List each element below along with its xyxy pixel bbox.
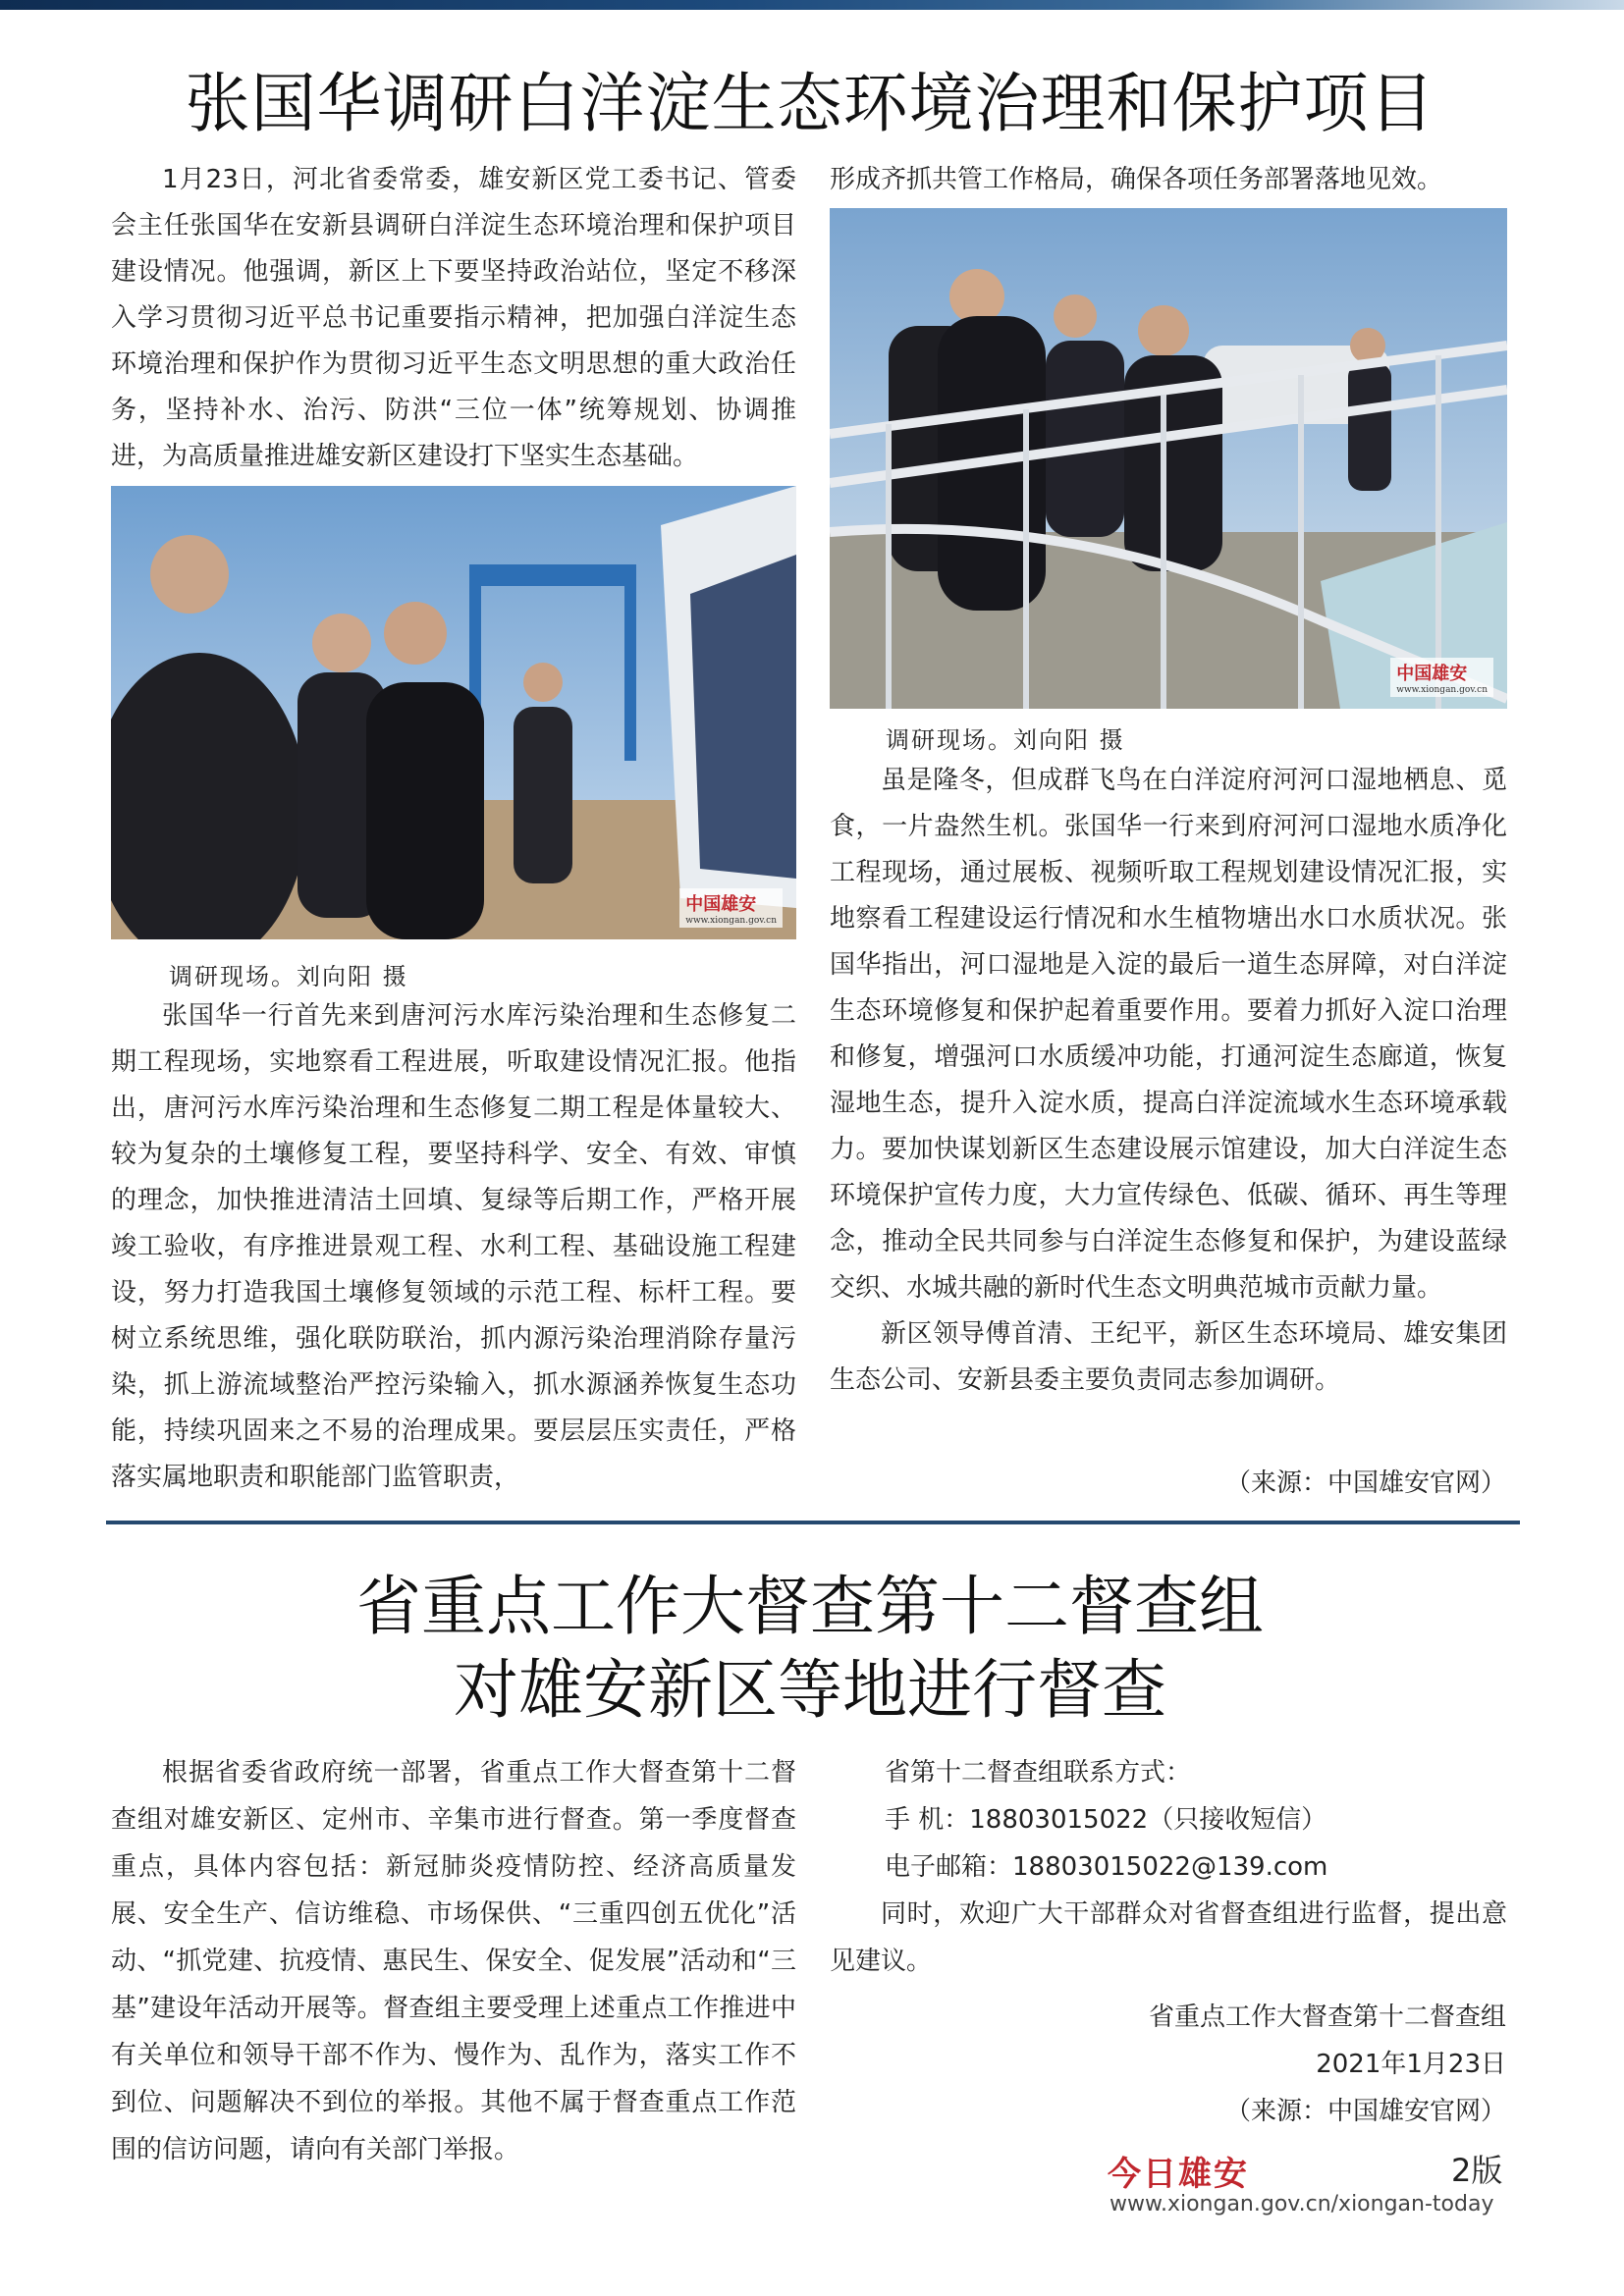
- photo-2-illustration: [830, 208, 1507, 709]
- footer-logo: 今日雄安: [1108, 2155, 1249, 2194]
- article1-left-body: [111, 993, 796, 1501]
- footer-url[interactable]: www.xiongan.gov.cn/xiongan-today: [1110, 2192, 1494, 2216]
- photo-1-illustration: [111, 486, 796, 939]
- article2-source: （来源：中国雄安官网）: [1224, 2097, 1506, 2126]
- article1-source: （来源：中国雄安官网）: [1224, 1468, 1506, 1498]
- top-color-bar: [0, 0, 1624, 10]
- article2-email[interactable]: 电子邮箱：18803015022@139.com: [885, 1852, 1328, 1882]
- article1-paragraph-2-continued: 形成齐抓共管工作格局，确保各项任务部署落地见效。: [830, 165, 1443, 194]
- article2-phone: 手 机：18803015022（只接收短信）: [885, 1805, 1327, 1835]
- article1-right-top: [830, 157, 1507, 203]
- article2-contact-heading: 省第十二督查组联系方式：: [885, 1758, 1192, 1788]
- article2-welcome: [830, 1891, 1507, 1985]
- footer-page-number: 2版: [1451, 2152, 1503, 2189]
- article1-paragraph-4: 新区领导傅首清、王纪平，新区生态环境局、雄安集团生态公司、安新县委主要负责同志参加调研。: [830, 1319, 1507, 1395]
- article1-photo-2: [830, 208, 1507, 709]
- article2-title-line-1: 省重点工作大督查第十二督查组: [356, 1569, 1264, 1644]
- article1-paragraph-3: 虽是隆冬，但成群飞鸟在白洋淀府河河口湿地栖息、觅食，一片盎然生机。张国华一行来到府河河口湿地水质净化工程现场，通过展板、视频听取工程规划建设情况汇报，实地察看工程建设运行情况和水生植物塘出水口水质状况。张国华指出，河口湿地是入淀的最后一道生态屏障，对白洋淀生态环境修复和保护起着重要作用。要着力抓好入淀口治理和修复，增强河口水质缓冲功能，打通河淀生态廊道，恢复湿地生态，提升入淀水质，提高白洋淀流域水生态环境承载力。要加快谋划新区生态建设展示馆建设，加大白洋淀生态环境保护宣传力度，大力宣传绿色、低碳、循环、再生等理念，推动全民共同参与白洋淀生态修复和保护，为建设蓝绿交织、水城共融的新时代生态文明典范城市贡献力量。: [830, 766, 1507, 1303]
- section-divider: [106, 1521, 1520, 1524]
- photo-1-caption: 调研现场。刘向阳 摄: [169, 963, 408, 990]
- article2-paragraph-1: 根据省委省政府统一部署，省重点工作大督查第十二督查组对雄安新区、定州市、辛集市进行督查。第一季度督查重点，具体内容包括：新冠肺炎疫情防控、经济高质量发展、安全生产、信访维稳、市场保供、“三重四创五优化”活动、“抓党建、抗疫情、惠民生、保安全、促发展”活动和“三基”建设年活动开展等。督查组主要受理上述重点工作推进中有关单位和领导干部不作为、慢作为、乱作为，落实工作不到位、问题解决不到位的举报。其他不属于督查重点工作范围的信访问题，请向有关部门举报。: [111, 1758, 796, 2164]
- article1-right-body: [830, 758, 1507, 1404]
- article2-left-body: [111, 1749, 796, 2173]
- photo-2-caption: 调研现场。刘向阳 摄: [886, 726, 1125, 754]
- article1-paragraph-1: 1月23日，河北省委常委，雄安新区党工委书记、管委会主任张国华在安新县调研白洋淀生态环境治理和保护项目建设情况。他强调，新区上下要坚持政治站位，坚定不移深入学习贯彻习近平总书记重要指示精神，把加强白洋淀生态环境治理和保护作为贯彻习近平生态文明思想的重大政治任务，坚持补水、治污、防洪“三位一体”统筹规划、协调推进，为高质量推进雄安新区建设打下坚实生态基础。: [111, 165, 796, 471]
- article1-title: 张国华调研白洋淀生态环境治理和保护项目: [185, 66, 1435, 141]
- article1-photo-1: [111, 486, 796, 939]
- article2-paragraph-welcome: 同时，欢迎广大干部群众对省督查组进行监督，提出意见建议。: [830, 1899, 1507, 1976]
- article1-paragraph-2: 张国华一行首先来到唐河污水库污染治理和生态修复二期工程现场，实地察看工程进展，听取建设情况汇报。他指出，唐河污水库污染治理和生态修复二期工程是体量较大、较为复杂的土壤修复工程，要坚持科学、安全、有效、审慎的理念，加快推进清洁土回填、复绿等后期工作，严格开展竣工验收，有序推进景观工程、水利工程、基础设施工程建设，努力打造我国土壤修复领域的示范工程、标杆工程。要树立系统思维，强化联防联治，抓内源污染治理消除存量污染，抓上游流域整治严控污染输入，抓水源涵养恢复生态功能，持续巩固来之不易的治理成果。要层层压实责任，严格落实属地职责和职能部门监管职责，: [111, 1001, 796, 1492]
- article2-signature: 省重点工作大督查第十二督查组: [1148, 2002, 1506, 2032]
- article1-intro: [111, 157, 796, 480]
- photo-2-watermark: 中国雄安 www.xiongan.gov.cn: [1390, 658, 1493, 697]
- article2-date: 2021年1月23日: [1316, 2050, 1506, 2079]
- article2-title-line-2: 对雄安新区等地进行督查: [454, 1652, 1166, 1728]
- photo-1-watermark: 中国雄安 www.xiongan.gov.cn: [679, 888, 783, 928]
